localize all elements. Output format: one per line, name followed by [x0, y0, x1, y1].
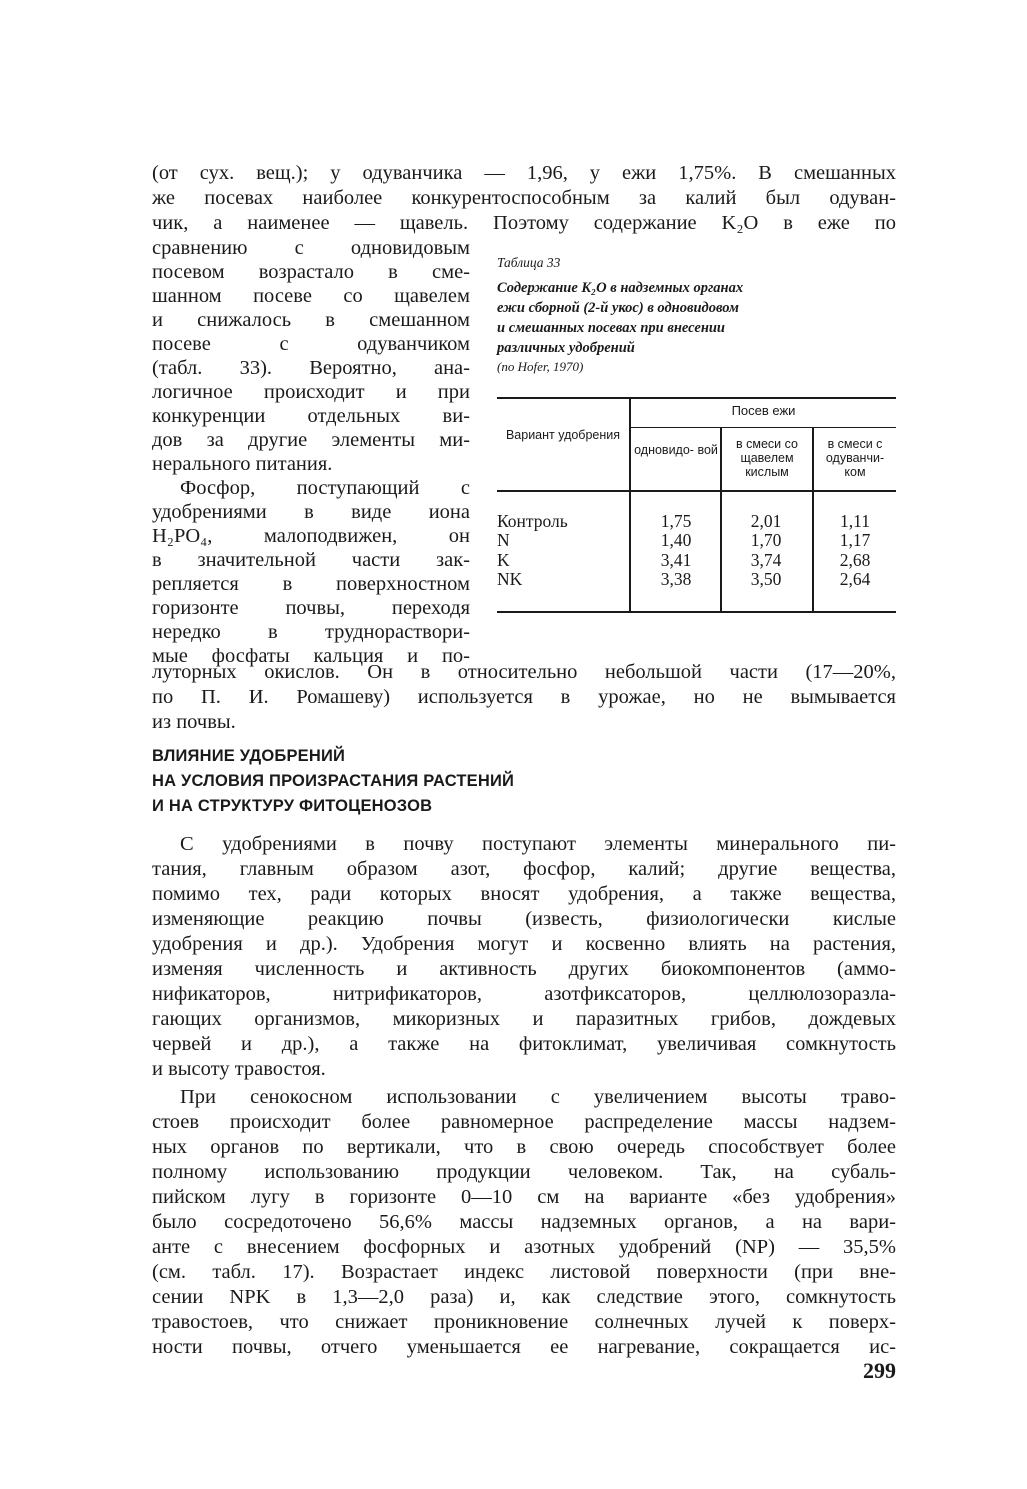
- table-row-label: Контроль: [497, 511, 568, 531]
- wrap-line: мые фосфаты кальция и по-: [152, 645, 470, 667]
- continuation-line: луторных окислов. Он в относительно небольшой части (17—20%,: [152, 661, 896, 683]
- paragraph1-line: С удобрениями в почву поступают элементы минерального пи-: [180, 833, 896, 855]
- table-caption-line: различных удобрений: [497, 340, 635, 356]
- paragraph2-line: сении NPK в 1,3—2,0 раза) и, как следствие этого, сомкнутость: [152, 1286, 896, 1308]
- paragraph1-line: тания, главным образом азот, фосфор, калий; другие вещества,: [152, 858, 896, 880]
- intro-line-1: (от сух. вещ.); у одуванчика — 1,96, у ежи 1,75%. В смешанных: [152, 162, 896, 184]
- table-header-group: Посев ежи: [731, 403, 796, 418]
- section-heading-line: НА УСЛОВИЯ ПРОИЗРАСТАНИЯ РАСТЕНИЙ: [152, 772, 515, 790]
- intro-line-3: чик, а наименее — щавель. Поэтому содержание K₂O в еже по: [152, 212, 896, 234]
- table-bottom-rule: [497, 611, 896, 613]
- wrap-line: Фосфор, поступающий с: [180, 477, 470, 499]
- paragraph1-line: удобрения и др.). Удобрения могут и косвенно влиять на растения,: [152, 933, 896, 955]
- wrap-line: горизонте почвы, переходя: [152, 597, 470, 619]
- wrap-line: логичное происходит и при: [152, 381, 470, 403]
- paragraph1-line: изменяя численность и активность других биокомпонентов (аммо-: [152, 958, 896, 980]
- table-label: Таблица 33: [497, 255, 561, 270]
- continuation-line: по П. И. Ромашеву) используется в урожае, но не вымывается: [152, 686, 896, 708]
- wrap-line: сравнению с одновидовым: [152, 237, 470, 259]
- paragraph2-line: пийском лугу в горизонте 0—10 см на варианте «без удобрения»: [152, 1186, 896, 1208]
- section-heading-line: ВЛИЯНИЕ УДОБРЕНИЙ: [152, 747, 346, 765]
- table-source: (по Hofer, 1970): [497, 359, 584, 374]
- wrap-line: (табл. 33). Вероятно, ана-: [152, 357, 470, 379]
- wrap-line: репляется в поверхностном: [152, 573, 470, 595]
- paragraph2-line: стоев происходит более равномерное распределение массы надзем-: [152, 1111, 896, 1133]
- paragraph1-line: гающих организмов, микоризных и паразитных грибов, дождевых: [152, 1008, 896, 1030]
- wrap-line: H₂PO₄, малоподвижен, он: [152, 525, 470, 547]
- wrap-line: конкуренции отдельных ви-: [152, 405, 470, 427]
- table-caption-line: и смешанных посевах при внесении: [497, 320, 725, 336]
- wrap-line: удобрениями в виде иона: [152, 501, 470, 523]
- table-col-divider: [629, 399, 631, 611]
- paragraph2-line: ных органов по вертикали, что в свою очередь способствует более: [152, 1136, 896, 1158]
- wrap-line: нерального питания.: [152, 453, 333, 475]
- table-cell: 3,74: [750, 550, 782, 570]
- paragraph2-line: было сосредоточено 56,6% массы надземных органов, а на вари-: [152, 1211, 896, 1233]
- table-col-divider: [812, 428, 814, 611]
- table-row-label: NK: [497, 569, 523, 589]
- paragraph1-line: нификаторов, нитрификаторов, азотфиксаторов, целлюлозоразла-: [152, 983, 896, 1005]
- wrap-line: в значительной части зак-: [152, 549, 470, 571]
- paragraph1-line: червей и др.), а также на фитоклимат, увеличивая сомкнутость: [152, 1033, 896, 1055]
- wrap-line: шанном посеве со щавелем: [152, 285, 470, 307]
- page-number: 299: [863, 1358, 896, 1383]
- table-cell: 3,41: [660, 550, 692, 570]
- continuation-line: из почвы.: [152, 711, 236, 733]
- wrap-line: посеве с одуванчиком: [152, 333, 470, 355]
- paragraph2-line: анте с внесением фосфорных и азотных удобрений (NP) — 35,5%: [152, 1236, 896, 1258]
- section-heading-line: И НА СТРУКТУРУ ФИТОЦЕНОЗОВ: [152, 797, 433, 815]
- table-cell: 1,11: [840, 511, 870, 531]
- table-top-rule: [497, 397, 896, 399]
- table-cell: 1,40: [660, 530, 692, 550]
- table-cell: 1,17: [839, 530, 871, 550]
- paragraph2-line: (см. табл. 17). Возрастает индекс листовой поверхности (при вне-: [152, 1261, 896, 1283]
- paragraph2-line: ности почвы, отчего уменьшается ее нагревание, сокращается ис-: [152, 1336, 896, 1358]
- table-col-header: одновидо- вой: [634, 443, 718, 457]
- table-row-label: K: [497, 550, 510, 570]
- intro-line-2: же посевах наиболее конкурентоспособным за калий был одуван-: [152, 187, 896, 209]
- table-cell: 3,38: [660, 569, 692, 589]
- table-row-label: N: [497, 530, 510, 550]
- paragraph2-line: При сенокосном использовании с увеличением высоты траво-: [180, 1086, 896, 1108]
- table-cell: 1,70: [750, 530, 782, 550]
- table-cell: 1,75: [660, 511, 692, 531]
- paragraph1-line: и высоту травостоя.: [152, 1058, 326, 1080]
- paragraph1-line: помимо тех, ради которых вносят удобрения, а также вещества,: [152, 883, 896, 905]
- paragraph2-line: полному использованию продукции человеком. Так, на субаль-: [152, 1161, 896, 1183]
- table-header-variant: Вариант удобрения: [505, 428, 621, 442]
- table-col-header: в смеси с одуванчи- ком: [825, 437, 885, 479]
- wrap-line: дов за другие элементы ми-: [152, 429, 470, 451]
- table-cell: 2,68: [839, 550, 871, 570]
- table-cell: 2,64: [839, 569, 871, 589]
- table-group-rule: [631, 427, 896, 428]
- table-col-header: в смеси со щавелем кислым: [736, 437, 798, 479]
- table-header-rule: [497, 490, 896, 492]
- table-caption-line: ежи сборной (2-й укос) в одновидовом: [497, 300, 739, 316]
- table-caption-line: Содержание K₂O в надземных органах: [497, 280, 744, 296]
- paragraph1-line: изменяющие реакцию почвы (известь, физиологически кислые: [152, 908, 896, 930]
- wrap-line: и снижалось в смешанном: [152, 309, 470, 331]
- paragraph2-line: травостоев, что снижает проникновение солнечных лучей к поверх-: [152, 1311, 896, 1333]
- wrap-line: посевом возрастало в сме-: [152, 261, 470, 283]
- wrap-line: нередко в труднораствори-: [152, 621, 470, 643]
- table-cell: 3,50: [750, 569, 782, 589]
- table-col-divider: [720, 428, 722, 611]
- table-cell: 2,01: [750, 511, 782, 531]
